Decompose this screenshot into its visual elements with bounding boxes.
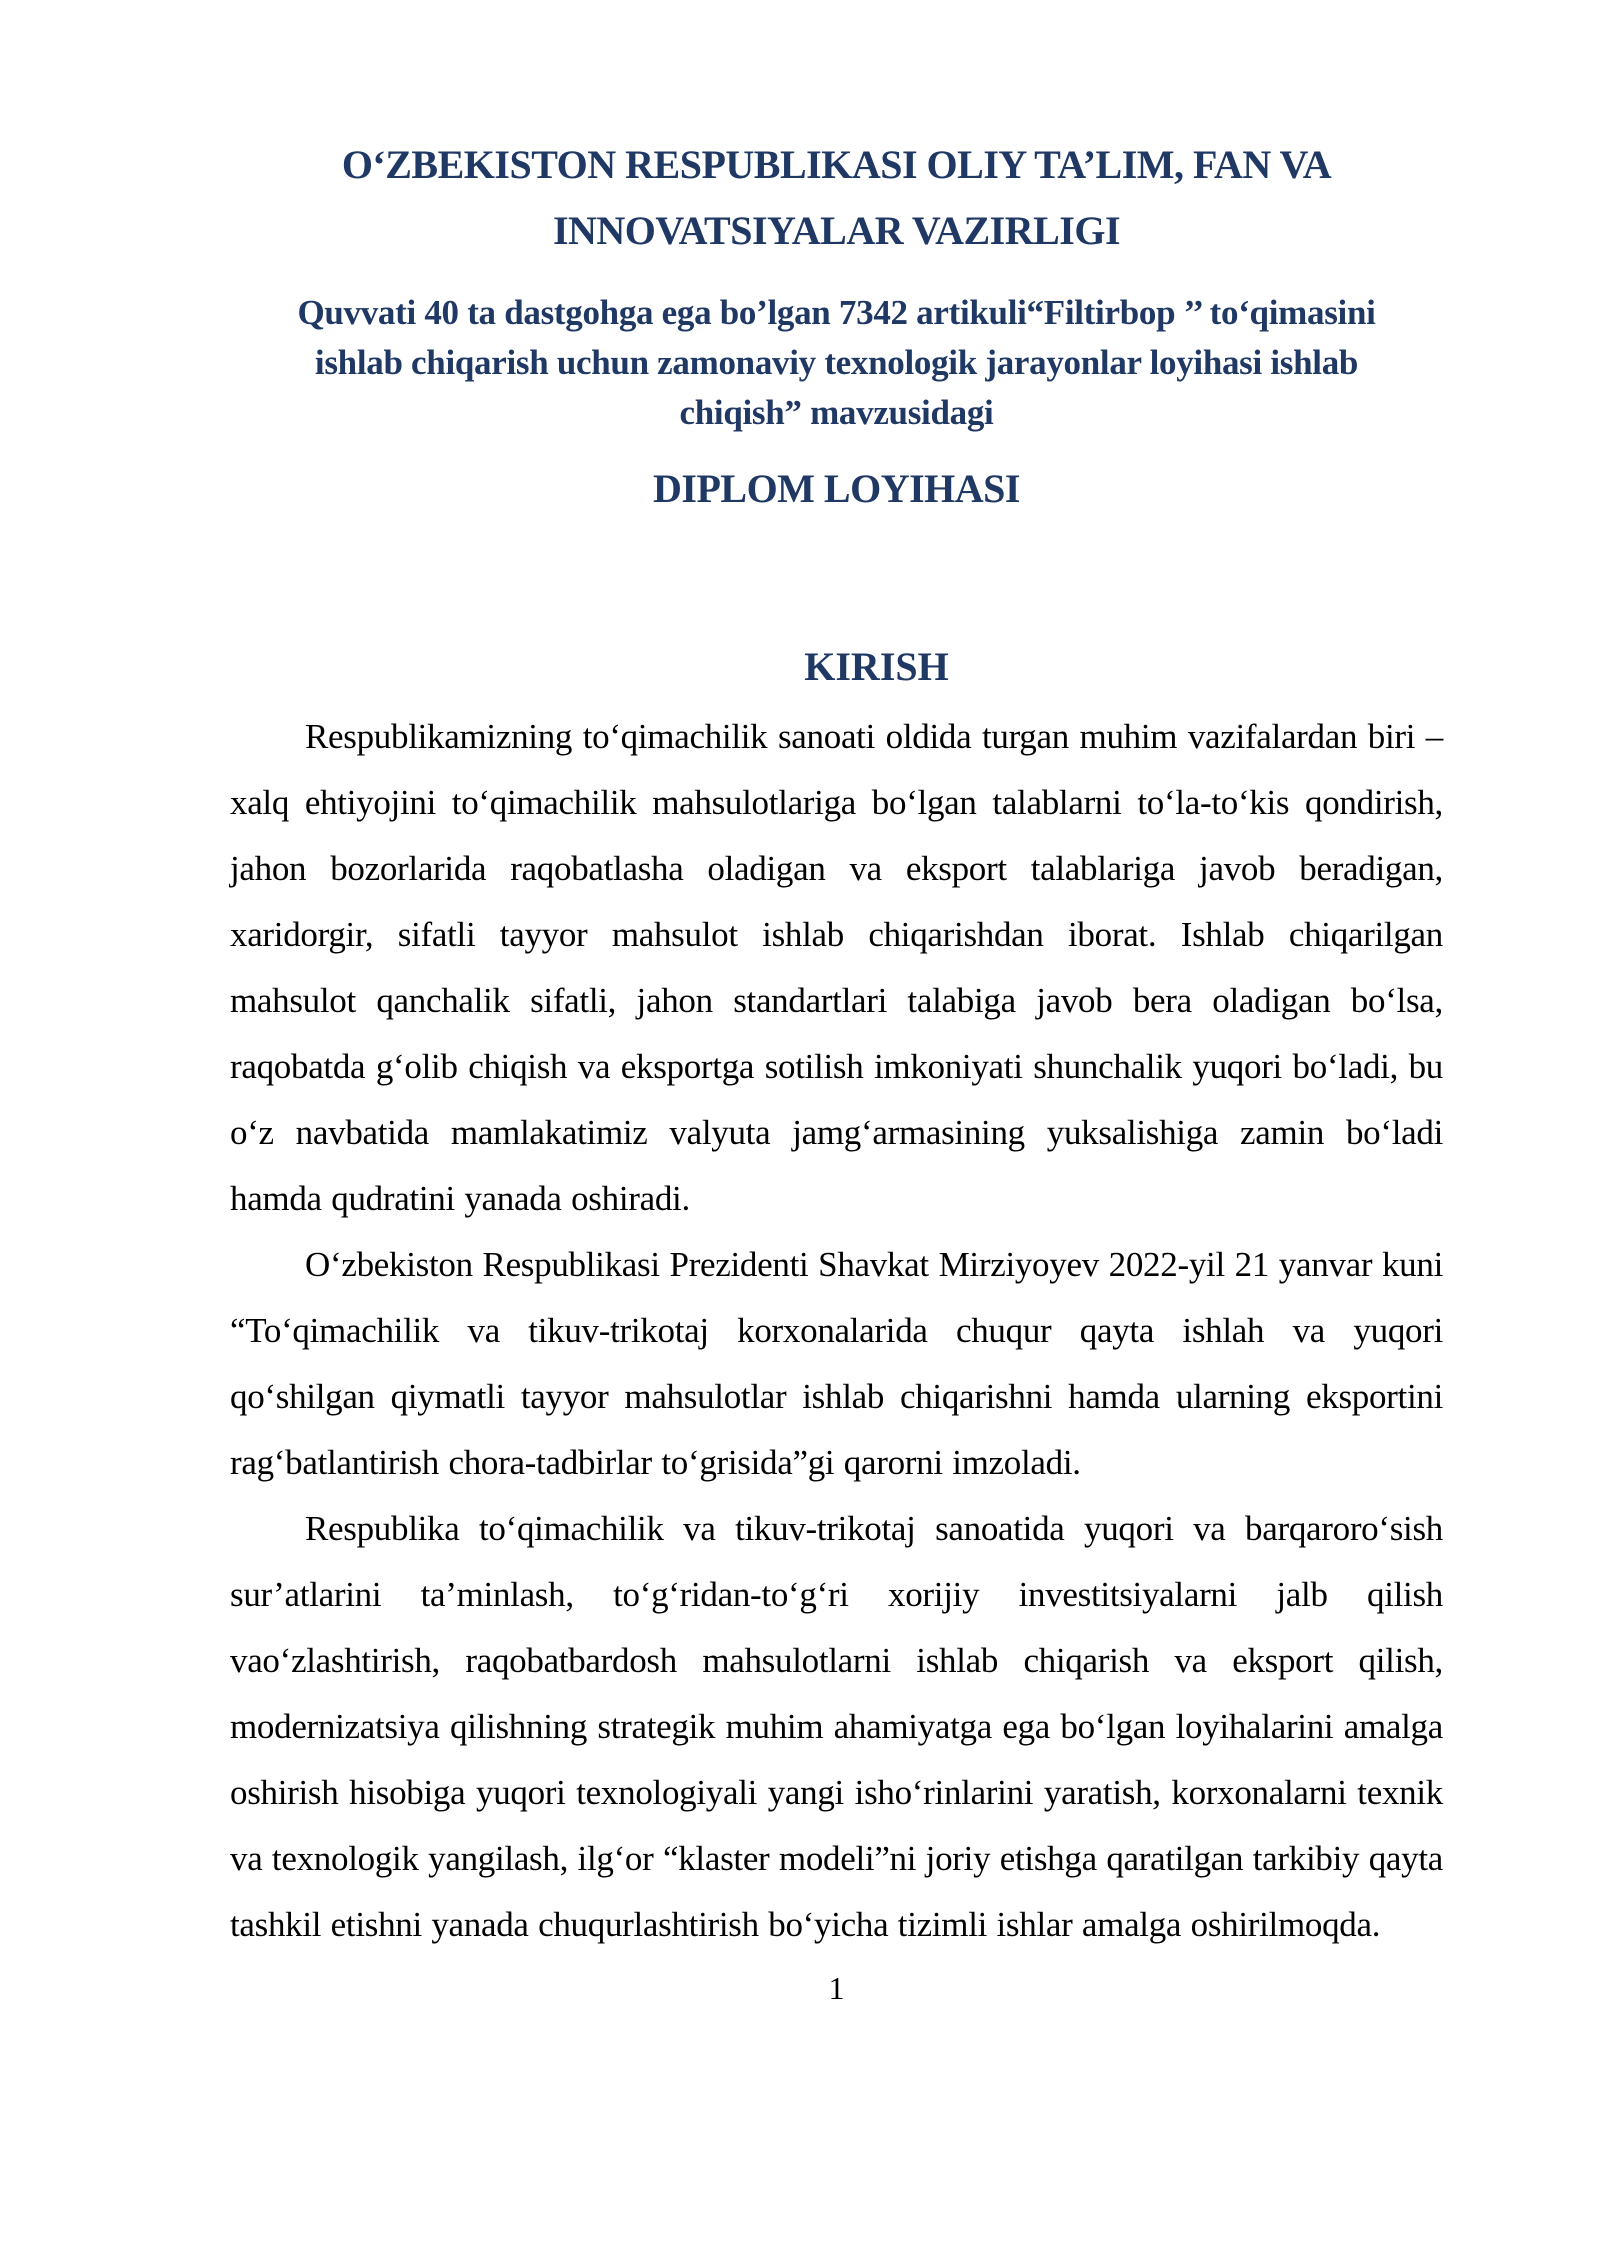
project-topic-line2: ishlab chiqarish uchun zamonaviy texnologik jarayonlar loyihasi ishlab xyxy=(314,343,1359,382)
project-topic-line3: chiqish” mavzusidagi xyxy=(679,393,994,432)
document-type-heading: DIPLOM LOYIHASI xyxy=(653,466,1020,511)
body-paragraph-1: Respublikamizning to‘qimachilik sanoati oldida turgan muhim vazifalardan biri – xalq ehtiyojini to‘qimachilik mahsulotlariga bo‘lgan talablarni to‘la-to‘kis qondirish, jahon bozorlarida raqobatlasha oladigan va eksport talablariga javob beradigan, xaridorgir, sifatli tayyor mahsulot ishlab chiqarishdan iborat. Ishlab chiqarilgan mahsulot qanchalik sifatli, jahon standartlari talabiga javob bera oladigan bo‘lsa, raqobatda g‘olib chiqish va eksportga sotilish imkoniyati shunchalik yuqori bo‘ladi, bu o‘z navbatida mamlakatimiz valyuta jamg‘armasining yuksalishiga zamin bo‘ladi hamda qudratini yanada oshiradi. xyxy=(230,717,1443,1218)
document-header xyxy=(230,132,1443,514)
document-body xyxy=(230,642,1443,1958)
body-paragraph-2: O‘zbekiston Respublikasi Prezidenti Shavkat Mirziyoyev 2022-yil 21 yanvar kuni “To‘qimachilik va tikuv-trikotaj korxonalarida chuqur qayta ishlah va yuqori qo‘shilgan qiymatli tayyor mahsulotlar ishlab chiqarishni hamda ularning eksportini rag‘batlantirish chora-tadbirlar to‘grisida”gi qarorni imzoladi. xyxy=(230,1245,1443,1482)
ministry-title-line2: INNOVATSIYALAR VAZIRLIGI xyxy=(552,208,1121,253)
project-topic-line1: Quvvati 40 ta dastgohga ega bo’lgan 7342 artikuli“Filtirbop ’’ to‘qimasini xyxy=(297,293,1376,332)
ministry-title xyxy=(230,132,1443,264)
document-footer xyxy=(230,1968,1443,2008)
section-heading-kirish: KIRISH xyxy=(804,644,949,689)
body-paragraph-3: Respublika to‘qimachilik va tikuv-trikotaj sanoatida yuqori va barqaroro‘sish sur’atlarini ta’minlash, to‘g‘ridan-to‘g‘ri xorijiy investitsiyalarni jalb qilish vao‘zlashtirish, raqobatbardosh mahsulotlarni ishlab chiqarish va eksport qilish, modernizatsiya qilishning strategik muhim ahamiyatga ega bo‘lgan loyihalarini amalga oshirish hisobiga yuqori texnologiyali yangi isho‘rinlarini yaratish, korxonalarni texnik va texnologik yangilash, ilg‘or “klaster modeli”ni joriy etishga qaratilgan tarkibiy qayta tashkil etishni yanada chuqurlashtirish bo‘yicha tizimli ishlar amalga oshirilmoqda. xyxy=(230,1509,1443,1944)
project-topic xyxy=(230,288,1443,438)
ministry-title-line1: O‘ZBEKISTON RESPUBLIKASI OLIY TA’LIM, FAN VA xyxy=(341,142,1332,187)
page-number: 1 xyxy=(828,1970,845,2006)
